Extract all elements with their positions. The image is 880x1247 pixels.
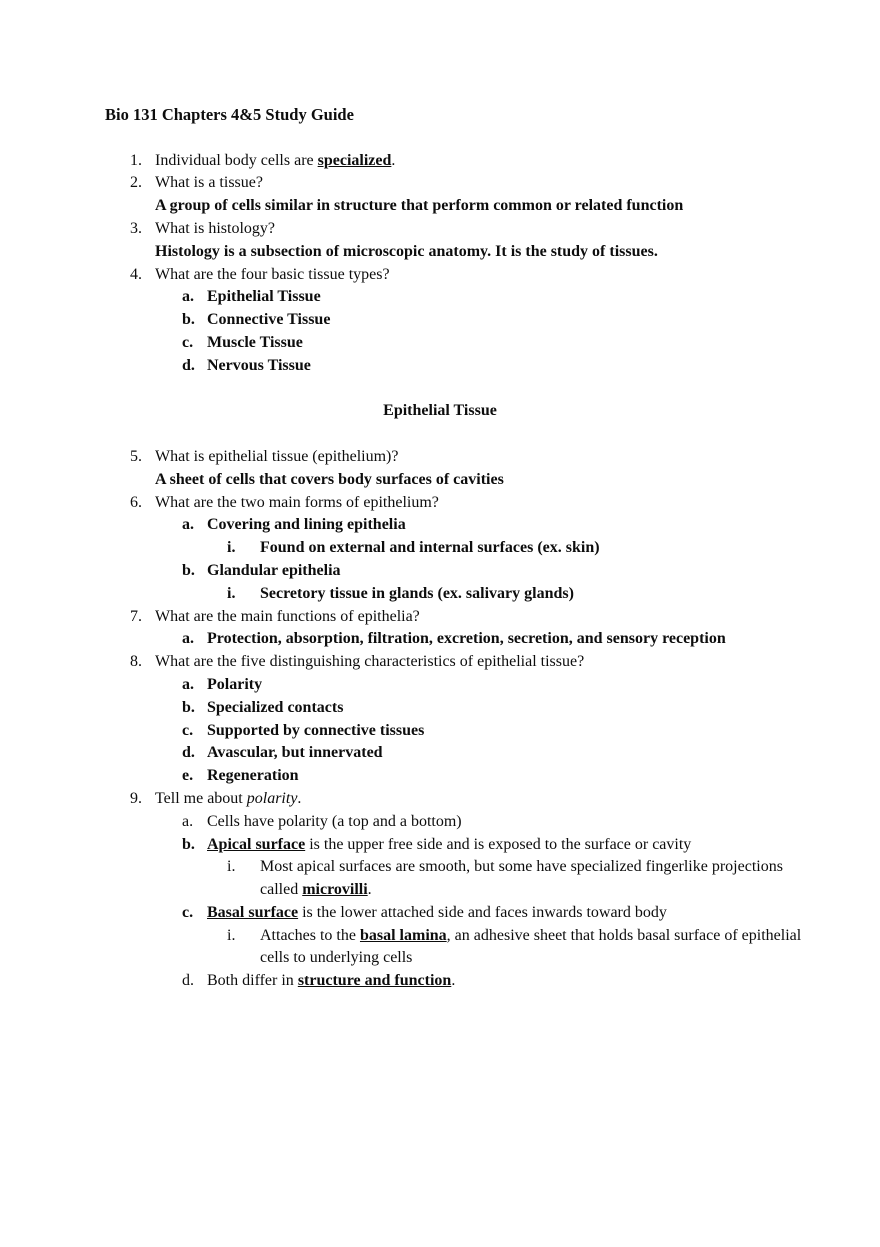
list-item [105, 264, 805, 287]
text-segment: Attaches to the [260, 926, 360, 944]
text-segment: Most apical surfaces are smooth, but some have specialized fingerlike projections called [260, 858, 783, 899]
line-text [207, 674, 805, 697]
list-marker: e. [182, 767, 194, 785]
list-item [105, 788, 805, 811]
line-text [155, 150, 805, 173]
list-marker: 6. [130, 493, 142, 511]
list-marker: 1. [130, 151, 142, 169]
list-item [105, 742, 805, 765]
text-segment: Supported by connective tissues [207, 721, 425, 739]
list-item [105, 970, 805, 993]
list-marker: 8. [130, 653, 142, 671]
line-text [260, 925, 805, 971]
list-marker: b. [182, 311, 195, 329]
list-marker: d. [182, 744, 195, 762]
text-segment: Specialized contacts [207, 698, 344, 716]
list-item [105, 720, 805, 743]
list-marker: i. [227, 926, 236, 944]
page-title: Bio 131 Chapters 4&5 Study Guide [105, 105, 354, 124]
line-text [207, 765, 805, 788]
text-segment: Avascular, but innervated [207, 744, 383, 762]
text-segment: What are the five distinguishing characteristics of epithelial tissue? [155, 653, 585, 671]
text-segment: Connective Tissue [207, 311, 331, 329]
list-item [105, 834, 805, 857]
list-marker: 7. [130, 607, 142, 625]
list-item [105, 218, 805, 241]
line-text [155, 218, 805, 241]
line-text [155, 446, 805, 469]
list-item [105, 902, 805, 925]
line-text [207, 355, 805, 378]
text-segment: Muscle Tissue [207, 333, 303, 351]
list-marker: d. [182, 356, 195, 374]
text-segment: polarity [246, 789, 298, 807]
text-segment: Tell me about [155, 789, 247, 807]
list-marker: a. [182, 812, 194, 830]
text-segment: What is epithelial tissue (epithelium)? [155, 447, 399, 465]
list-item [105, 651, 805, 674]
list-item [105, 606, 805, 629]
list-marker: a. [182, 516, 194, 534]
list-marker: c. [182, 903, 194, 921]
list-marker: b. [182, 698, 195, 716]
text-segment: What is a tissue? [155, 174, 263, 192]
list-item [105, 446, 805, 469]
list-item [105, 697, 805, 720]
answer-line [105, 195, 805, 218]
line-text [207, 309, 805, 332]
text-segment: Nervous Tissue [207, 356, 311, 374]
line-text [207, 902, 805, 925]
list-item [105, 150, 805, 173]
list-item [105, 628, 805, 651]
list-item [105, 172, 805, 195]
text-segment: A group of cells similar in structure that perform common or related function [155, 197, 684, 215]
text-segment: Individual body cells are [155, 151, 318, 169]
line-text [207, 560, 805, 583]
text-segment: . [391, 151, 396, 169]
list-marker: b. [182, 835, 195, 853]
list-marker: c. [182, 333, 194, 351]
line-text [207, 811, 805, 834]
line-text [207, 697, 805, 720]
text-segment: Both differ in [207, 972, 298, 990]
list-item [105, 583, 805, 606]
line-text [155, 172, 805, 195]
text-segment: basal lamina [359, 926, 447, 944]
text-segment: Protection, absorption, filtration, excretion, secretion, and sensory reception [207, 630, 726, 648]
list-marker: 2. [130, 174, 142, 192]
line-text [207, 742, 805, 765]
document-content [105, 104, 805, 993]
line-text [260, 856, 805, 902]
list-marker: 3. [130, 219, 142, 237]
text-segment: What are the four basic tissue types? [155, 265, 390, 283]
line-text [260, 537, 805, 560]
line-text [207, 970, 805, 993]
text-segment: Polarity [207, 675, 263, 693]
list-item [105, 537, 805, 560]
answer-line [105, 469, 805, 492]
section-heading: Epithelial Tissue [383, 402, 497, 420]
list-marker: i. [227, 584, 236, 602]
text-segment: microvilli [302, 881, 368, 899]
list-marker: a. [182, 288, 194, 306]
text-segment: , an adhesive sheet that holds basal surface of epithelial cells to underlying cells [260, 926, 802, 967]
text-segment: Basal surface [207, 903, 299, 921]
text-segment: Found on external and internal surfaces (ex. skin) [260, 539, 600, 557]
list-item [105, 856, 805, 902]
list-marker: 5. [130, 447, 142, 465]
line-text [155, 264, 805, 287]
text-segment: Secretory tissue in glands (ex. salivary glands) [260, 584, 574, 602]
list-item [105, 332, 805, 355]
list-item [105, 925, 805, 971]
list-item [105, 309, 805, 332]
text-segment: specialized [317, 151, 392, 169]
list-item [105, 286, 805, 309]
text-segment: What is histology? [155, 219, 275, 237]
list-marker: b. [182, 561, 195, 579]
text-segment: Epithelial Tissue [207, 288, 321, 306]
list-item [105, 355, 805, 378]
text-segment: What are the two main forms of epithelium? [155, 493, 439, 511]
line-text [155, 788, 805, 811]
text-segment: Glandular epithelia [207, 561, 341, 579]
line-text [207, 514, 805, 537]
line-text [155, 492, 805, 515]
line-text [207, 720, 805, 743]
list-marker: a. [182, 630, 194, 648]
text-segment: A sheet of cells that covers body surfaces of cavities [155, 470, 504, 488]
list-item [105, 765, 805, 788]
list-marker: 9. [130, 789, 142, 807]
list-marker: c. [182, 721, 194, 739]
line-text [155, 469, 805, 492]
list-marker: d. [182, 972, 194, 990]
line-text [260, 583, 805, 606]
line-text [155, 241, 805, 264]
text-segment: is the lower attached side and faces inwards toward body [298, 903, 667, 921]
list-item [105, 674, 805, 697]
list-marker: i. [227, 858, 236, 876]
text-segment: is the upper free side and is exposed to the surface or cavity [305, 835, 692, 853]
line-text [207, 332, 805, 355]
text-segment: structure and function [297, 972, 452, 990]
list-marker: i. [227, 539, 236, 557]
document-body [105, 150, 805, 993]
text-segment: Apical surface [207, 835, 306, 853]
line-text [155, 651, 805, 674]
line-text [155, 195, 805, 218]
line-text [207, 834, 805, 857]
list-item [105, 811, 805, 834]
list-item [105, 492, 805, 515]
text-segment: Histology is a subsection of microscopic anatomy. It is the study of tissues. [155, 242, 658, 260]
text-segment: . [367, 881, 372, 899]
line-text [155, 606, 805, 629]
line-text [207, 286, 805, 309]
text-segment: Cells have polarity (a top and a bottom) [207, 812, 462, 830]
line-text [207, 628, 805, 651]
text-segment: Regeneration [207, 767, 299, 785]
text-segment: Covering and lining epithelia [207, 516, 406, 534]
list-item [105, 560, 805, 583]
text-segment: What are the main functions of epithelia? [155, 607, 420, 625]
answer-line [105, 241, 805, 264]
list-marker: 4. [130, 265, 142, 283]
text-segment: . [297, 789, 302, 807]
list-item [105, 514, 805, 537]
list-marker: a. [182, 675, 194, 693]
text-segment: . [451, 972, 456, 990]
